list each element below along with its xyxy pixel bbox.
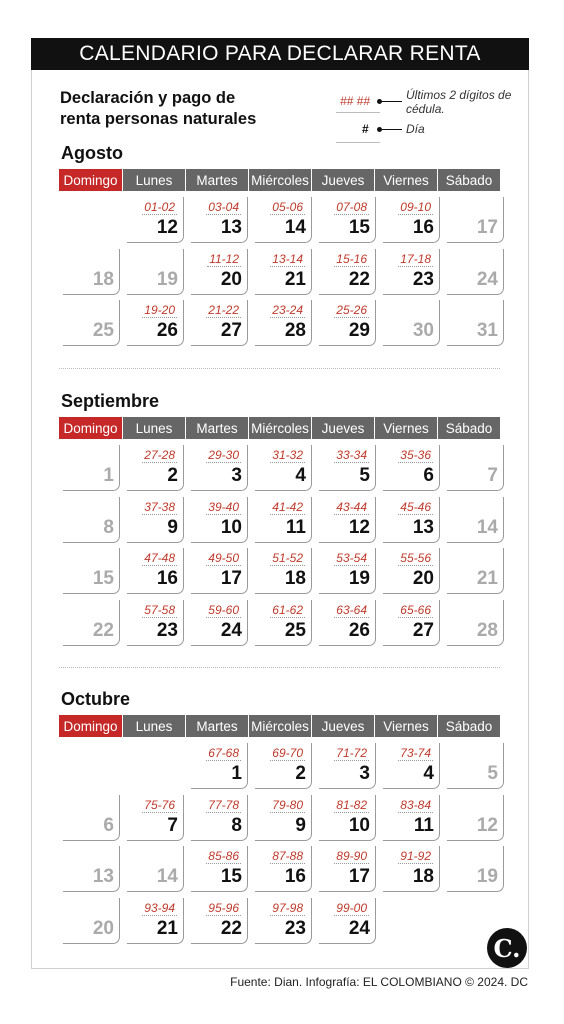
legend-connector bbox=[382, 101, 402, 102]
calendar-day bbox=[191, 600, 248, 646]
day-number: 28 bbox=[284, 320, 306, 341]
calendar-day bbox=[63, 445, 120, 491]
calendar-day bbox=[319, 743, 376, 789]
cedula-digits: 37-38 bbox=[144, 499, 175, 514]
day-number: 15 bbox=[348, 217, 370, 238]
cedula-digits: 79-80 bbox=[272, 797, 303, 812]
cedula-digits: 13-14 bbox=[272, 251, 303, 266]
day-number: 21 bbox=[284, 268, 306, 290]
cedula-digits: 95-96 bbox=[208, 900, 239, 915]
cedula-digits: 77-78 bbox=[208, 797, 239, 812]
calendar-day bbox=[383, 548, 440, 594]
calendar-day bbox=[191, 743, 248, 789]
cedula-digits: 23-24 bbox=[272, 303, 303, 317]
calendar-day bbox=[255, 600, 312, 646]
day-number: 24 bbox=[220, 619, 242, 641]
calendar-day bbox=[383, 300, 440, 346]
weekday-label: Martes bbox=[185, 417, 248, 439]
cedula-digits: 45-46 bbox=[400, 499, 431, 514]
day-number: 28 bbox=[476, 619, 498, 641]
day-number: 4 bbox=[423, 763, 434, 784]
calendar-day bbox=[255, 795, 312, 841]
day-number: 20 bbox=[220, 268, 242, 290]
cedula-digits: 71-72 bbox=[336, 746, 367, 760]
day-number: 18 bbox=[92, 268, 114, 290]
cedula-digits: 73-74 bbox=[400, 746, 431, 760]
cedula-digits: 33-34 bbox=[336, 448, 367, 462]
calendar-day bbox=[319, 497, 376, 543]
day-number: 1 bbox=[103, 465, 114, 486]
calendar-day bbox=[191, 795, 248, 841]
calendar-day bbox=[319, 300, 376, 346]
cedula-digits: 75-76 bbox=[144, 797, 175, 812]
day-number: 9 bbox=[167, 516, 178, 538]
cedula-digits: 15-16 bbox=[336, 251, 367, 266]
calendar-day bbox=[127, 898, 184, 944]
calendar-day bbox=[191, 445, 248, 491]
cedula-digits: 25-26 bbox=[336, 303, 367, 317]
legend-connector bbox=[382, 129, 402, 130]
day-number: 27 bbox=[412, 619, 434, 641]
day-number: 22 bbox=[220, 917, 242, 939]
calendar-day bbox=[255, 249, 312, 295]
calendar-day bbox=[447, 743, 504, 789]
day-number: 6 bbox=[103, 814, 114, 836]
day-number: 12 bbox=[476, 814, 498, 836]
calendar-day bbox=[127, 795, 184, 841]
calendar-day bbox=[63, 795, 120, 841]
weekday-label: Lunes bbox=[122, 715, 185, 737]
legend-day-sample: # bbox=[362, 122, 369, 136]
cedula-digits: 51-52 bbox=[272, 551, 303, 565]
logo-text: C. bbox=[493, 933, 521, 963]
cedula-digits: 85-86 bbox=[208, 849, 239, 863]
calendar-day bbox=[255, 846, 312, 892]
cedula-digits: 19-20 bbox=[144, 303, 175, 317]
day-number: 10 bbox=[348, 814, 370, 836]
weekday-label: Jueves bbox=[311, 417, 374, 439]
calendar-day bbox=[447, 795, 504, 841]
cedula-digits: 83-84 bbox=[400, 797, 431, 812]
calendar-day bbox=[383, 445, 440, 491]
day-number: 15 bbox=[220, 866, 242, 887]
source-credit: Fuente: Dian. Infografía: EL COLOMBIANO © 2024. DC bbox=[230, 975, 528, 989]
weekday-label: Domingo bbox=[59, 169, 122, 191]
day-number: 1 bbox=[231, 763, 242, 784]
day-number: 19 bbox=[348, 568, 370, 589]
day-number: 13 bbox=[220, 217, 242, 238]
calendar-day bbox=[191, 846, 248, 892]
legend-underline bbox=[336, 112, 380, 113]
day-number: 16 bbox=[284, 866, 306, 887]
legend bbox=[330, 86, 520, 146]
calendar-day bbox=[127, 249, 184, 295]
day-number: 2 bbox=[167, 465, 178, 486]
weekday-label: Jueves bbox=[311, 715, 374, 737]
day-number: 26 bbox=[348, 619, 370, 641]
weekday-header bbox=[59, 417, 500, 439]
calendar-day bbox=[255, 197, 312, 243]
calendar-day bbox=[255, 300, 312, 346]
day-number: 29 bbox=[348, 320, 370, 341]
day-number: 24 bbox=[348, 917, 370, 939]
calendar-day bbox=[127, 548, 184, 594]
calendar-day bbox=[383, 743, 440, 789]
calendar-day bbox=[255, 743, 312, 789]
cedula-digits: 35-36 bbox=[400, 448, 431, 462]
day-number: 2 bbox=[295, 763, 306, 784]
cedula-digits: 43-44 bbox=[336, 499, 367, 514]
calendar-day bbox=[319, 249, 376, 295]
day-number: 7 bbox=[167, 814, 178, 836]
cedula-digits: 53-54 bbox=[336, 551, 367, 565]
weekday-label: Viernes bbox=[374, 169, 437, 191]
calendar-day bbox=[255, 445, 312, 491]
calendar-day bbox=[63, 548, 120, 594]
day-number: 18 bbox=[412, 866, 434, 887]
day-number: 9 bbox=[295, 814, 306, 836]
calendar-day bbox=[383, 600, 440, 646]
day-number: 12 bbox=[348, 516, 370, 538]
legend-underline bbox=[336, 142, 380, 143]
weekday-label: Miércoles bbox=[248, 169, 311, 191]
day-number: 6 bbox=[423, 465, 434, 486]
cedula-digits: 27-28 bbox=[144, 448, 175, 462]
cedula-digits: 91-92 bbox=[400, 849, 431, 863]
calendar-day bbox=[255, 548, 312, 594]
cedula-digits: 01-02 bbox=[144, 200, 175, 214]
cedula-digits: 93-94 bbox=[144, 900, 175, 915]
month-title: Octubre bbox=[61, 689, 131, 709]
day-number: 11 bbox=[285, 516, 306, 538]
cedula-digits: 99-00 bbox=[336, 900, 367, 915]
cedula-digits: 49-50 bbox=[208, 551, 239, 565]
day-number: 21 bbox=[156, 917, 178, 939]
day-number: 20 bbox=[92, 917, 114, 939]
day-number: 11 bbox=[413, 814, 434, 836]
calendar-day bbox=[63, 898, 120, 944]
day-number: 14 bbox=[156, 866, 178, 887]
day-number: 22 bbox=[348, 268, 370, 290]
day-number: 8 bbox=[231, 814, 242, 836]
calendar-day bbox=[63, 300, 120, 346]
day-number: 10 bbox=[220, 516, 242, 538]
weekday-label: Miércoles bbox=[248, 417, 311, 439]
page-title: CALENDARIO PARA DECLARAR RENTA bbox=[31, 38, 529, 70]
day-number: 23 bbox=[412, 268, 434, 290]
legend-code-label: Últimos 2 dígitos de cédula. bbox=[406, 88, 512, 116]
cedula-digits: 59-60 bbox=[208, 602, 239, 617]
calendar-day bbox=[383, 497, 440, 543]
calendar-day bbox=[447, 497, 504, 543]
calendar-day bbox=[319, 445, 376, 491]
day-number: 16 bbox=[156, 568, 178, 589]
day-number: 12 bbox=[156, 217, 178, 238]
day-number: 25 bbox=[92, 320, 114, 341]
day-number: 23 bbox=[284, 917, 306, 939]
cedula-digits: 65-66 bbox=[400, 602, 431, 617]
calendar-day bbox=[127, 197, 184, 243]
cedula-digits: 47-48 bbox=[144, 551, 175, 565]
weekday-label: Viernes bbox=[374, 715, 437, 737]
calendar-day bbox=[127, 445, 184, 491]
weekday-label: Miércoles bbox=[248, 715, 311, 737]
weekday-label: Lunes bbox=[122, 417, 185, 439]
weekday-label: Sábado bbox=[437, 169, 500, 191]
day-number: 16 bbox=[412, 217, 434, 238]
day-number: 8 bbox=[103, 516, 114, 538]
weekday-label: Jueves bbox=[311, 169, 374, 191]
calendar-day bbox=[319, 197, 376, 243]
day-number: 14 bbox=[284, 217, 306, 238]
weekday-header bbox=[59, 169, 500, 191]
day-number: 17 bbox=[220, 568, 242, 589]
weekday-label: Martes bbox=[185, 715, 248, 737]
calendar-day bbox=[63, 600, 120, 646]
calendar-day bbox=[191, 548, 248, 594]
day-number: 14 bbox=[476, 516, 498, 538]
month-title: Agosto bbox=[61, 143, 123, 163]
day-number: 25 bbox=[284, 619, 306, 641]
day-number: 26 bbox=[156, 320, 178, 341]
calendar-day bbox=[447, 548, 504, 594]
calendar-day bbox=[447, 249, 504, 295]
cedula-digits: 69-70 bbox=[272, 746, 303, 760]
calendar-day bbox=[447, 197, 504, 243]
calendar-day bbox=[383, 197, 440, 243]
cedula-digits: 63-64 bbox=[336, 602, 367, 617]
day-number: 17 bbox=[348, 866, 370, 887]
cedula-digits: 57-58 bbox=[144, 602, 175, 617]
weekday-label: Domingo bbox=[59, 715, 122, 737]
subtitle-line-1: Declaración y pago de bbox=[60, 89, 236, 107]
cedula-digits: 21-22 bbox=[208, 303, 239, 317]
calendar-day bbox=[127, 497, 184, 543]
cedula-digits: 31-32 bbox=[272, 448, 303, 462]
day-number: 30 bbox=[412, 320, 434, 341]
calendar-day bbox=[319, 600, 376, 646]
day-number: 17 bbox=[476, 217, 498, 238]
calendar-day bbox=[63, 249, 120, 295]
calendar-day bbox=[447, 600, 504, 646]
weekday-label: Sábado bbox=[437, 417, 500, 439]
cedula-digits: 07-08 bbox=[336, 200, 367, 214]
calendar-day bbox=[447, 846, 504, 892]
day-number: 24 bbox=[476, 268, 498, 290]
calendar-day bbox=[383, 846, 440, 892]
calendar-day bbox=[319, 846, 376, 892]
cedula-digits: 03-04 bbox=[208, 200, 239, 214]
weekday-label: Martes bbox=[185, 169, 248, 191]
day-number: 20 bbox=[412, 568, 434, 589]
day-number: 7 bbox=[487, 465, 498, 486]
day-number: 3 bbox=[231, 465, 242, 486]
calendar-day bbox=[447, 300, 504, 346]
weekday-label: Lunes bbox=[122, 169, 185, 191]
calendar-day bbox=[63, 846, 120, 892]
cedula-digits: 05-06 bbox=[272, 200, 303, 214]
day-number: 23 bbox=[156, 619, 178, 641]
day-number: 13 bbox=[92, 866, 114, 887]
day-number: 19 bbox=[476, 866, 498, 887]
cedula-digits: 41-42 bbox=[272, 499, 303, 514]
subtitle bbox=[60, 88, 290, 130]
month-title: Septiembre bbox=[61, 391, 160, 411]
calendar-day bbox=[127, 300, 184, 346]
cedula-digits: 17-18 bbox=[400, 251, 431, 266]
calendar-day bbox=[63, 497, 120, 543]
cedula-digits: 97-98 bbox=[272, 900, 303, 915]
weekday-header bbox=[59, 715, 500, 737]
cedula-digits: 11-12 bbox=[209, 251, 239, 266]
calendar-day bbox=[319, 795, 376, 841]
legend-code-sample: ## ## bbox=[340, 94, 371, 108]
calendar-day bbox=[127, 600, 184, 646]
month-divider bbox=[59, 368, 500, 369]
calendar-day bbox=[383, 795, 440, 841]
calendar-day bbox=[319, 548, 376, 594]
el-colombiano-logo bbox=[487, 928, 527, 968]
day-number: 19 bbox=[156, 268, 178, 290]
weekday-label: Sábado bbox=[437, 715, 500, 737]
calendar-day bbox=[191, 300, 248, 346]
cedula-digits: 09-10 bbox=[400, 200, 431, 214]
calendar-day bbox=[255, 497, 312, 543]
calendar-day bbox=[255, 898, 312, 944]
day-number: 13 bbox=[412, 516, 434, 538]
day-number: 5 bbox=[487, 763, 498, 784]
day-number: 4 bbox=[295, 465, 306, 486]
legend-day-label: Día bbox=[406, 122, 425, 136]
calendar-day bbox=[191, 249, 248, 295]
calendar-day bbox=[191, 497, 248, 543]
calendar-day bbox=[383, 249, 440, 295]
cedula-digits: 81-82 bbox=[336, 797, 367, 812]
day-number: 27 bbox=[220, 320, 242, 341]
day-number: 22 bbox=[92, 619, 114, 641]
calendar-day bbox=[191, 197, 248, 243]
calendar-day bbox=[447, 445, 504, 491]
day-number: 3 bbox=[359, 763, 370, 784]
calendar-day bbox=[319, 898, 376, 944]
calendar-day bbox=[127, 846, 184, 892]
weekday-label: Viernes bbox=[374, 417, 437, 439]
cedula-digits: 55-56 bbox=[400, 551, 431, 565]
day-number: 21 bbox=[476, 568, 498, 589]
cedula-digits: 61-62 bbox=[272, 602, 303, 617]
calendar-day bbox=[191, 898, 248, 944]
day-number: 5 bbox=[359, 465, 370, 486]
weekday-label: Domingo bbox=[59, 417, 122, 439]
day-number: 18 bbox=[284, 568, 306, 589]
day-number: 31 bbox=[476, 320, 498, 341]
day-number: 15 bbox=[92, 568, 114, 589]
cedula-digits: 39-40 bbox=[208, 499, 239, 514]
cedula-digits: 89-90 bbox=[336, 849, 367, 863]
cedula-digits: 87-88 bbox=[272, 849, 303, 863]
month-divider bbox=[59, 667, 500, 668]
cedula-digits: 67-68 bbox=[208, 746, 239, 760]
cedula-digits: 29-30 bbox=[208, 448, 239, 462]
subtitle-line-2: renta personas naturales bbox=[60, 110, 257, 128]
